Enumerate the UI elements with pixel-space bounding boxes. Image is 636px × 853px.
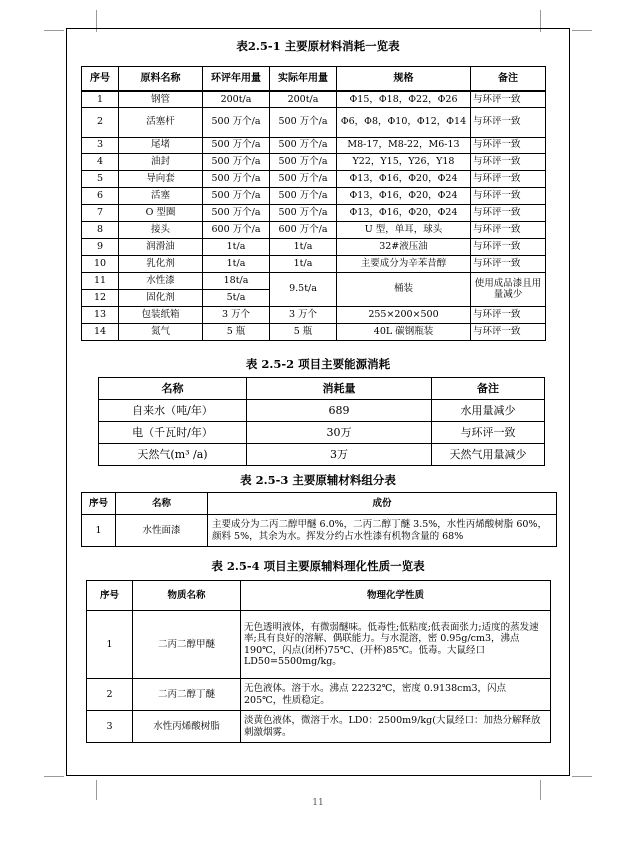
crop-mark	[44, 30, 64, 31]
table-row: 3 尾堵 500 万个/a 500 万个/a M8-17，M8-22，M6-13 与环评一致	[82, 137, 546, 153]
table-row: 7 O 型圈 500 万个/a 500 万个/a Φ13，Φ16，Φ20，Φ24 与环评一致	[82, 204, 546, 221]
table-row: 14 氮气 5 瓶 5 瓶 40L 碳钢瓶装 与环评一致	[82, 323, 546, 340]
energy-consumption-table	[98, 377, 545, 466]
header-amount: 消耗量	[247, 378, 432, 400]
header-name: 原料名称	[119, 67, 203, 92]
table3-caption: 表 2.5-3 主要原辅材料组分表	[240, 473, 396, 487]
composition-table	[81, 492, 557, 547]
merged-note-cell: 使用成品漆且用量减少	[471, 272, 546, 306]
table-row: 1 钢管 200t/a 200t/a Φ15，Φ18，Φ22，Φ26 与环评一致	[82, 91, 546, 107]
table-row: 1 水性面漆 主要成分为二丙二醇甲醚 6.0%，二丙二醇丁醚 3.5%，水性丙烯酸树脂 60%，颜料 5%，其余为水。挥发分约占水性漆有机物含量的 68%	[82, 515, 557, 547]
header-content: 成份	[208, 493, 557, 515]
crop-mark	[572, 776, 592, 777]
table-row: 13 包装纸箱 3 万个 3 万个 255×200×500 与环评一致	[82, 306, 546, 323]
header-spec: 规格	[337, 67, 471, 92]
table-row: 6 活塞 500 万个/a 500 万个/a Φ13，Φ16，Φ20，Φ24 与环评一致	[82, 187, 546, 204]
raw-material-table	[81, 66, 546, 341]
table4-caption: 表 2.5-4 项目主要原辅料理化性质一览表	[211, 559, 425, 573]
table-row: 4 油封 500 万个/a 500 万个/a Y22，Y15，Y26，Y18 与环评一致	[82, 153, 546, 170]
table-row: 2 活塞杆 500 万个/a 500 万个/a Φ6，Φ8，Φ10，Φ12，Φ14 与环评一致	[82, 107, 546, 137]
table-row: 10 乳化剂 1t/a 1t/a 主要成分为辛苯昔醇 与环评一致	[82, 255, 546, 272]
header-name: 物质名称	[133, 581, 241, 611]
table-row: 自来水（吨/年） 689 水用量减少	[99, 400, 545, 422]
header-name: 名称	[99, 378, 247, 400]
merged-actual-cell: 9.5t/a	[270, 272, 337, 306]
merged-spec-cell: 桶装	[337, 272, 471, 306]
header-no: 序号	[82, 67, 119, 92]
table-row: 5 导向套 500 万个/a 500 万个/a Φ13，Φ16，Φ20，Φ24 与环评一致	[82, 170, 546, 187]
table-row: 1 二丙二醇甲醚 无色透明液体，有微弱醚味。低毒性;低粘度;低表面张力;适度的蒸发速率;具有良好的溶解、偶联能力。与水混溶，密 0.95g/cm3，沸点 190℃，闪点(闭杯)75℃、(开杯)85℃。低毒。大鼠经口 LD50=5500mg/kg。	[87, 611, 551, 679]
table-row: 12 固化剂 5t/a	[82, 289, 546, 306]
header-no: 序号	[82, 493, 116, 515]
table-row: 11 水性漆 18t/a 9.5t/a 桶装 使用成品漆且用量减少	[82, 272, 546, 289]
page-number: 11	[312, 798, 324, 808]
header-props: 物理化学性质	[241, 581, 551, 611]
header-actual-amount: 实际年用量	[270, 67, 337, 92]
crop-mark	[572, 30, 592, 31]
table2-caption: 表 2.5-2 项目主要能源消耗	[245, 357, 391, 371]
table-row: 2 二丙二醇丁醚 无色液体。溶于水。沸点 22232℃，密度 0.9138cm3，闪点 205℃，性质稳定。	[87, 679, 551, 711]
table-row: 8 接头 600 万个/a 600 万个/a U 型，单耳，球头 与环评一致	[82, 221, 546, 238]
table-row: 电（千瓦时/年） 30万 与环评一致	[99, 422, 545, 444]
header-note: 备注	[471, 67, 546, 92]
table-row: 3 水性丙烯酸树脂 淡黄色液体，微溶于水。LD0：2500m9/kg(大鼠经口：加热分解释放刺激烟雾。	[87, 711, 551, 743]
header-no: 序号	[87, 581, 133, 611]
table-row: 天然气(m³ /a) 3万 天然气用量减少	[99, 444, 545, 466]
crop-mark	[96, 780, 97, 800]
properties-table	[86, 580, 551, 743]
header-name: 名称	[116, 493, 208, 515]
crop-mark	[540, 780, 541, 800]
table-row: 9 润滑油 1t/a 1t/a 32#液压油 与环评一致	[82, 238, 546, 255]
header-note: 备注	[432, 378, 545, 400]
header-eia-amount: 环评年用量	[203, 67, 270, 92]
table1-caption: 表2.5-1 主要原材料消耗一览表	[236, 39, 400, 53]
crop-mark	[44, 776, 64, 777]
